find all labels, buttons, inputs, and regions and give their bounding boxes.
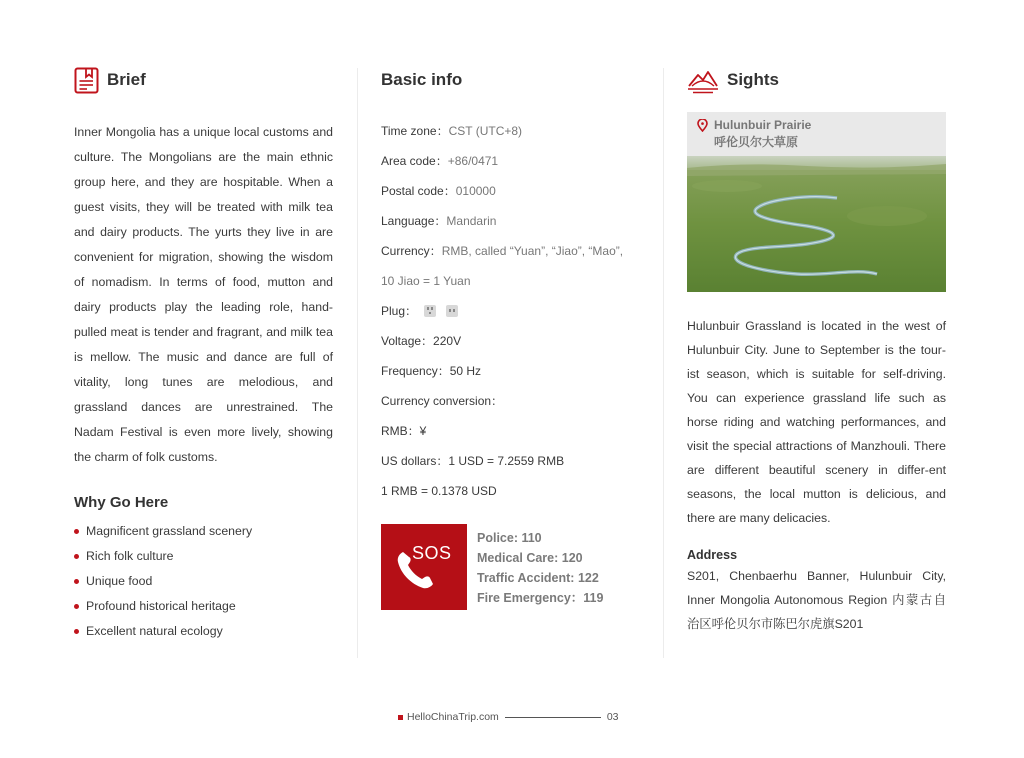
footer-square-icon [398,715,403,720]
sight-description: Hulunbuir Grassland is located in the west of Hulunbuir City. June to September is the tour-ist season, which is suitable for self-driving. You can experience grassland life such as horse riding and watching performances, and visit the special attractions of Manzhouli. There are different beautiful scenery in differ-ent seasons, the local mutton is delicious, and there are many delicacies. [687,319,946,525]
basic-info-column [381,66,643,610]
mountain-icon [687,66,719,94]
voltage-row: Voltage：220V [381,334,462,348]
language-row: Language：Mandarin [381,214,497,228]
traffic-number: Traffic Accident: 122 [477,571,599,585]
emergency-block [381,524,643,610]
bullet-icon [74,529,79,534]
time-zone-row: Time zone：CST (UTC+8) [381,124,523,138]
basic-info-header [381,66,643,94]
brief-column [74,66,333,644]
bullet-icon [74,604,79,609]
location-pin-icon [697,119,708,132]
sos-label: SOS [412,543,452,563]
medical-number: Medical Care: 120 [477,551,583,565]
bullet-icon [74,629,79,634]
sights-header [687,66,946,94]
frequency-row: Frequency：50 Hz [381,364,482,378]
plug-type-c-icon [446,305,458,317]
list-item: Magnificent grassland scenery [74,519,333,544]
sights-column [687,66,946,636]
prairie-photo [687,156,946,292]
rmb-rate-row: 1 RMB = 0.1378 USD [381,484,497,498]
page-number: 03 [606,711,619,723]
sight-card-header [687,112,946,156]
plug-row: Plug： [381,296,643,326]
brief-text: Inner Mongolia has a unique local customs and culture. The Mongolians are the main ethnic group here, and they are hospitable. When a guest visits, they will be treated with milk tea and dairy products. The yurts they live in are convenient for migration, showing the wisdom of nomadism. In terms of food, mutton and dairy products play the leading role, hand-pulled meat is tender and fragrant, and milk tea is mellow. The music and dance are full of vitality, long tunes are melodious, and grassland dances are unrestrained. The Nadam Festival is even more lively, showing the charm of folk customs. [74,125,333,464]
address-title: Address [687,548,738,562]
list-item: Profound historical heritage [74,594,333,619]
rmb-row: RMB：¥ [381,424,427,438]
sights-title: Sights [727,70,779,89]
list-item: Excellent natural ecology [74,619,333,644]
bullet-icon [74,554,79,559]
list-item: Unique food [74,569,333,594]
sos-badge [381,524,467,610]
column-divider-2 [663,68,664,658]
currency-row-2: 10 Jiao = 1 Yuan [381,274,471,288]
emergency-numbers [477,528,603,610]
footer [398,711,619,723]
footer-rule [505,717,601,718]
plug-type-a-icon [424,305,436,317]
phone-icon [381,524,467,610]
column-divider-1 [357,68,358,658]
currency-conversion-row: Currency conversion： [381,394,504,408]
fire-number: Fire Emergency：119 [477,591,604,605]
area-code-row: Area code：+86/0471 [381,154,499,168]
police-number: Police: 110 [477,531,542,545]
list-item: Rich folk culture [74,544,333,569]
postal-code-row: Postal code：010000 [381,184,496,198]
why-go-here-list [74,519,333,644]
document-icon [74,66,99,94]
address-text: S201, Chenbaerhu Banner, Hulunbuir City, Inner Mongolia Autonomous Region 内蒙古自治区呼伦贝尔市陈巴尔虎旗S201 [687,569,946,631]
basic-info-title: Basic info [381,70,463,89]
sight-name-en: Hulunbuir Prairie [714,118,812,132]
brief-header [74,66,333,94]
bullet-icon [74,579,79,584]
footer-site: HelloChinaTrip.com [407,711,499,723]
brief-title: Brief [107,70,146,89]
why-go-here-title: Why Go Here [74,494,169,511]
usd-rate-row: US dollars：1 USD = 7.2559 RMB [381,454,565,468]
sight-name-cn: 呼伦贝尔大草原 [714,135,799,149]
currency-row: Currency：RMB, called “Yuan”, “Jiao”, “Mao”, [381,244,624,258]
